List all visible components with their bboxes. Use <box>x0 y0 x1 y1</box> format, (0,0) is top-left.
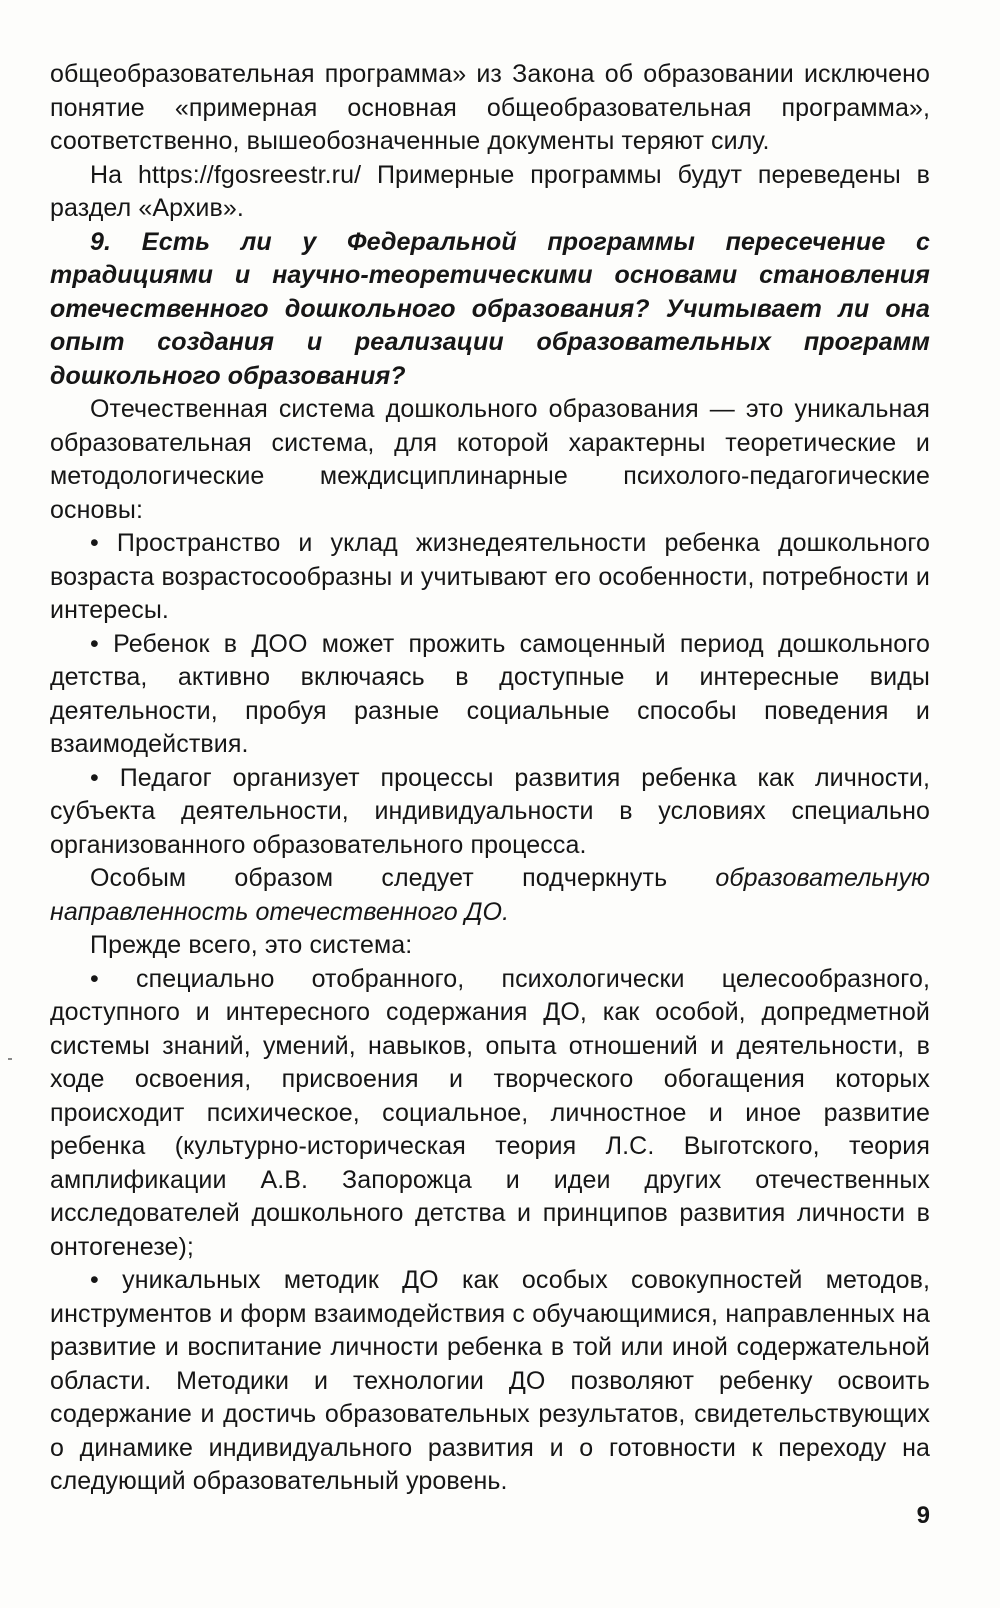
bullet-item: • Ребенок в ДОО может прожить самоценный период дошкольного детства, активно включаясь в доступные и интересные виды деятельности, пробуя разные социальные способы поведения и взаимодействия. <box>50 629 930 758</box>
question-heading: 9. Есть ли у Федеральной программы пересечение с традициями и научно-теоретическими основами становления отечественного дошкольного образования? Учитывает ли она опыт создания и реализации образовательных программ дошкольного образования? <box>50 227 930 390</box>
bullet-item: • Пространство и уклад жизнедеятельности ребенка дошкольного возраста возрастосообразны и учитывают его особенности, потребности и интересы. <box>50 529 930 624</box>
paragraph-system-lead: Прежде всего, это система: <box>90 931 413 959</box>
margin-mark <box>8 1058 12 1060</box>
paragraph-system-intro: Отечественная система дошкольного образования — это уникальная образовательная система, для которой характерны теоретические и методологические междисциплинарные психолого-педагогические основы: <box>50 395 930 524</box>
paragraph-emphasis-start: Особым образом следует подчеркнуть <box>90 864 716 892</box>
bullet-item: • уникальных методик ДО как особых совокупностей методов, инструментов и форм взаимодействия с обучающимися, направленных на развитие и воспитание личности ребенка в той или иной содержательной области. Методики и технологии ДО позволяют ребенку освоить содержание и достичь образовательных результатов, свидетельствующих о динамике индивидуального развития и о готовности к переходу на следующий образовательный уровень. <box>50 1266 930 1495</box>
paragraph-archive-note: На https://fgosreestr.ru/ Примерные программы будут переведены в раздел «Архив». <box>50 160 930 222</box>
page-number: 9 <box>916 1502 930 1529</box>
paragraph-emphasis <box>50 862 930 929</box>
paragraph-emphasis-italic: образовательную направленность отечественного ДО. <box>50 864 930 926</box>
bullet-item: • Педагог организует процессы развития ребенка как личности, субъекта деятельности, индивидуальности в условиях специально организованного образовательного процесса. <box>50 763 930 859</box>
paragraph-law-excerpt: общеобразовательная программа» из Закона об образовании исключено понятие «примерная основная общеобразовательная программа», соответственно, вышеобозначенные документы теряют силу. <box>50 60 930 155</box>
page-text <box>50 58 930 1499</box>
bullet-item: • специально отобранного, психологически целесообразного, доступного и интересного содержания ДО, как особой, допредметной системы знаний, умений, навыков, опыта отношений и деятельности, в ходе освоения, присвоения и творческого обогащения которых происходит психическое, социальное, личностное и иное развитие ребенка (культурно-историческая теория Л.С. Выготского, теория амплификации А.В. Запорожца и идеи других отечественных исследователей дошкольного детства и принципов развития личности в онтогенезе); <box>50 964 930 1261</box>
